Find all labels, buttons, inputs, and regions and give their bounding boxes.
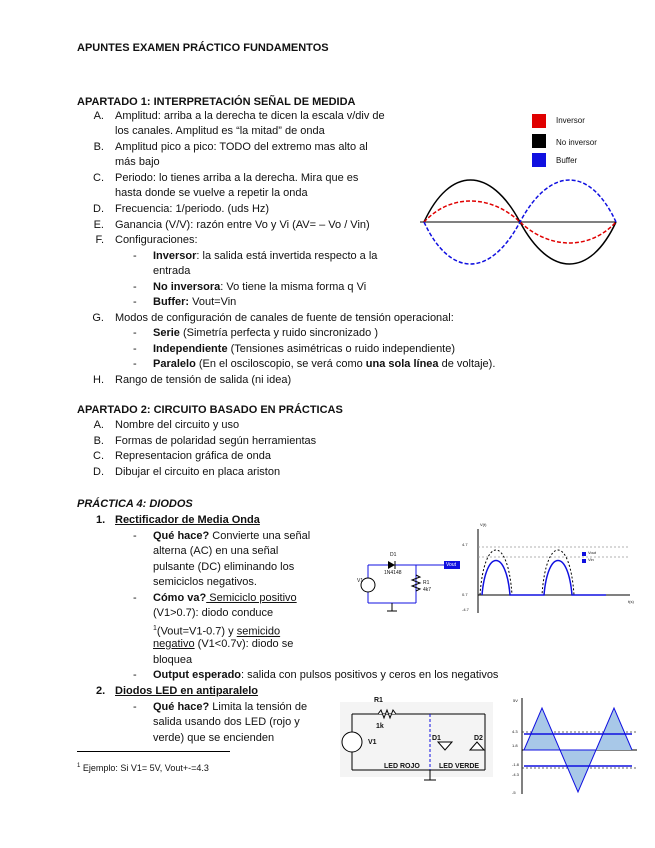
list-item: Ganancia (V/V): razón entre Vo y Vi (AV= – Vo / Vin) (115, 219, 370, 231)
circuit-label: LED VERDE (439, 763, 480, 770)
mode-paralelo (153, 357, 495, 371)
led-plot (512, 698, 642, 798)
answer: (V1<0.7v): diodo se (194, 638, 294, 650)
mode-text: (Tensiones asimétricas o ruido independiente) (227, 343, 456, 355)
answer-line: (V1>0.7): diodo conduce (153, 607, 274, 619)
list-label: E. (93, 219, 104, 231)
list-item: Nombre del circuito y uso (115, 419, 240, 431)
list-label: D. (93, 466, 104, 478)
diode-icon (388, 561, 395, 569)
dash: - (133, 250, 137, 262)
page-title: APUNTES EXAMEN PRÁCTICO FUNDAMENTOS (77, 42, 329, 54)
mode-serie (153, 326, 378, 340)
legend-label: Buffer (556, 156, 578, 165)
list-item: más bajo (115, 156, 160, 168)
answer: (Vout=V1-0.7) y (156, 625, 237, 638)
list-label: H. (93, 374, 104, 386)
plot-label: V(t) (480, 522, 487, 527)
answer-line (153, 637, 293, 651)
list-item: Dibujar el circuito en placa ariston (115, 466, 281, 478)
list-label: G. (92, 312, 104, 324)
config-name: Inversor (153, 250, 197, 262)
list-item: Frecuencia: 1/periodo. (uds Hz) (115, 203, 270, 215)
resistor-icon (378, 710, 396, 718)
mode-name: Serie (153, 327, 180, 339)
list-item: los canales. Amplitud es “la mitad” de onda (115, 125, 325, 137)
question: Qué hace? (153, 530, 210, 542)
list-label: B. (93, 435, 104, 447)
answer: : salida con pulsos positivos y ceros en los negativos (241, 669, 499, 681)
list-label: C. (93, 172, 104, 184)
led-circuit (340, 702, 495, 792)
dash: - (133, 281, 137, 293)
p2-q1 (153, 700, 307, 714)
list-item: Formas de polaridad según herramientas (115, 435, 317, 447)
question: Cómo va? (153, 592, 207, 604)
plot-label: -1.8 (512, 762, 519, 767)
circuit-label: V1 (368, 739, 377, 746)
mode-name: Independiente (153, 343, 228, 355)
plot-label: 4.7 (462, 542, 468, 547)
section2-heading: APARTADO 2: CIRCUITO BASADO EN PRÁCTICAS (77, 404, 343, 416)
plot-legend: Vin (588, 557, 594, 562)
list-item: hasta donde se vuelve a repetir la onda (115, 187, 308, 199)
dash: - (133, 327, 137, 339)
list-label: A. (93, 419, 104, 431)
question: Output esperado (153, 669, 242, 681)
config-name: Buffer: (153, 296, 190, 308)
circuit-label: 4k7 (423, 587, 432, 593)
plot-label: -4.7 (462, 607, 469, 612)
answer: Semiciclo positivo (206, 592, 297, 604)
circuit-label: D1 (432, 735, 441, 742)
answer: Convierte una señal (209, 530, 311, 542)
led-red-icon (438, 742, 452, 750)
p1-q1 (153, 529, 310, 543)
mode-text: (En el osciloscopio, se verá como (195, 358, 366, 370)
list-item: Periodo: lo tienes arriba a la derecha. Mira que es (115, 172, 359, 184)
legend-swatch-vin (582, 559, 586, 563)
circuit-label: LED ROJO (384, 763, 420, 770)
p2-num: 2. (96, 685, 106, 697)
legend-swatch-vout (582, 552, 586, 556)
plot-label: -4.3 (512, 772, 519, 777)
waveform-plot (420, 150, 620, 280)
list-label: C. (93, 450, 104, 462)
dash: - (133, 669, 137, 681)
list-item: Amplitud pico a pico: TODO del extremo mas alto al (115, 141, 368, 153)
mode-name: Paralelo (153, 358, 196, 370)
dash: - (133, 343, 137, 355)
legend-swatch-no-inversor (532, 134, 546, 148)
list-label: D. (93, 203, 104, 215)
p1-num: 1. (96, 514, 106, 526)
footnote-text: Ejemplo: Si V1= 5V, Vout+-=4.3 (80, 763, 209, 773)
p1-q2 (153, 591, 297, 605)
plot-label: 0.7 (462, 592, 468, 597)
config-no-inversora (153, 280, 366, 294)
list-label: A. (93, 110, 104, 122)
config-inversor (153, 249, 377, 263)
dash: - (133, 701, 137, 713)
list-item: Modos de configuración de canales de fuente de tensión operacional: (115, 312, 454, 324)
source-icon (342, 732, 362, 752)
list-item: Rango de tensión de salida (ni idea) (115, 374, 292, 386)
list-label: F. (95, 234, 104, 246)
circuit-label: 1N4148 (384, 570, 402, 576)
circuit-label: 1k (376, 723, 384, 730)
circuit-label: D1 (390, 552, 397, 558)
circuit-label: R1 (374, 697, 383, 704)
mode-text: (Simetría perfecta y ruido sincronizado ) (179, 327, 379, 339)
config-name: No inversora (153, 281, 221, 293)
p2-title: Diodos LED en antiparalelo (115, 685, 259, 697)
answer-line: bloquea (153, 654, 193, 666)
config-buffer (153, 295, 236, 309)
plot-label: t(s) (628, 599, 634, 604)
dash: - (133, 592, 137, 604)
answer-line: pulsante (DC) eliminando los (153, 561, 295, 573)
legend-label: Inversor (556, 116, 585, 125)
practica-heading: PRÁCTICA 4: DIODOS (77, 498, 193, 510)
question: Qué hace? (153, 701, 210, 713)
list-label: B. (93, 141, 104, 153)
mode-independiente (153, 342, 455, 356)
plot-label: 4.3 (512, 729, 518, 734)
footnote-divider (77, 751, 230, 752)
answer-line: semiciclos negativos. (153, 576, 257, 588)
footnote (77, 759, 209, 775)
plot-legend: Vout (588, 550, 597, 555)
p1-q3 (153, 668, 498, 682)
answer-line: alterna (AC) en una señal (153, 545, 279, 557)
list-item: Representacion gráfica de onda (115, 450, 271, 462)
footnote-ref: 1 (153, 625, 157, 632)
answer-line: verde) que se encienden (153, 732, 275, 744)
config-text: Vout=Vin (189, 296, 237, 308)
legend-label: No inversor (556, 138, 597, 147)
circuit-label: V1 (357, 578, 364, 584)
answer-line: salida usando dos LED (rojo y (153, 716, 300, 728)
positive-region (596, 708, 632, 750)
legend-swatch-inversor (532, 114, 546, 128)
circuit-label: Vout (446, 562, 457, 568)
mode-text2: de voltaje). (438, 358, 496, 370)
led-green-icon (470, 742, 484, 750)
plot-label: 1.8 (512, 743, 518, 748)
dash: - (133, 358, 137, 370)
list-item: Configuraciones: (115, 234, 198, 246)
circuit-label: D2 (474, 735, 483, 742)
config-text: : la salida está invertida respecto a la (196, 250, 378, 262)
list-item: Amplitud: arriba a la derecha te dicen la escala v/div de (115, 110, 385, 122)
plot-label: -5 (512, 790, 516, 795)
positive-region (524, 708, 560, 750)
rectifier-plot (470, 525, 640, 615)
answer: Limita la tensión de (209, 701, 308, 713)
p1-title: Rectificador de Media Onda (115, 514, 260, 526)
dash: - (133, 530, 137, 542)
answer: semicido (236, 625, 281, 638)
config-text2: entrada (153, 265, 191, 277)
dash: - (133, 296, 137, 308)
answer: negativo (153, 638, 195, 650)
circuit-label: R1 (423, 580, 430, 586)
vout-series (482, 561, 606, 596)
config-text: : Vo tiene la misma forma q Vi (220, 281, 367, 293)
footnote-mark: 1 (77, 763, 81, 769)
mode-bold: una sola línea (365, 358, 439, 370)
section1-heading: APARTADO 1: INTERPRETACIÓN SEÑAL DE MEDIDA (77, 96, 356, 108)
plot-label: 5V (513, 698, 518, 703)
negative-region (560, 750, 596, 792)
